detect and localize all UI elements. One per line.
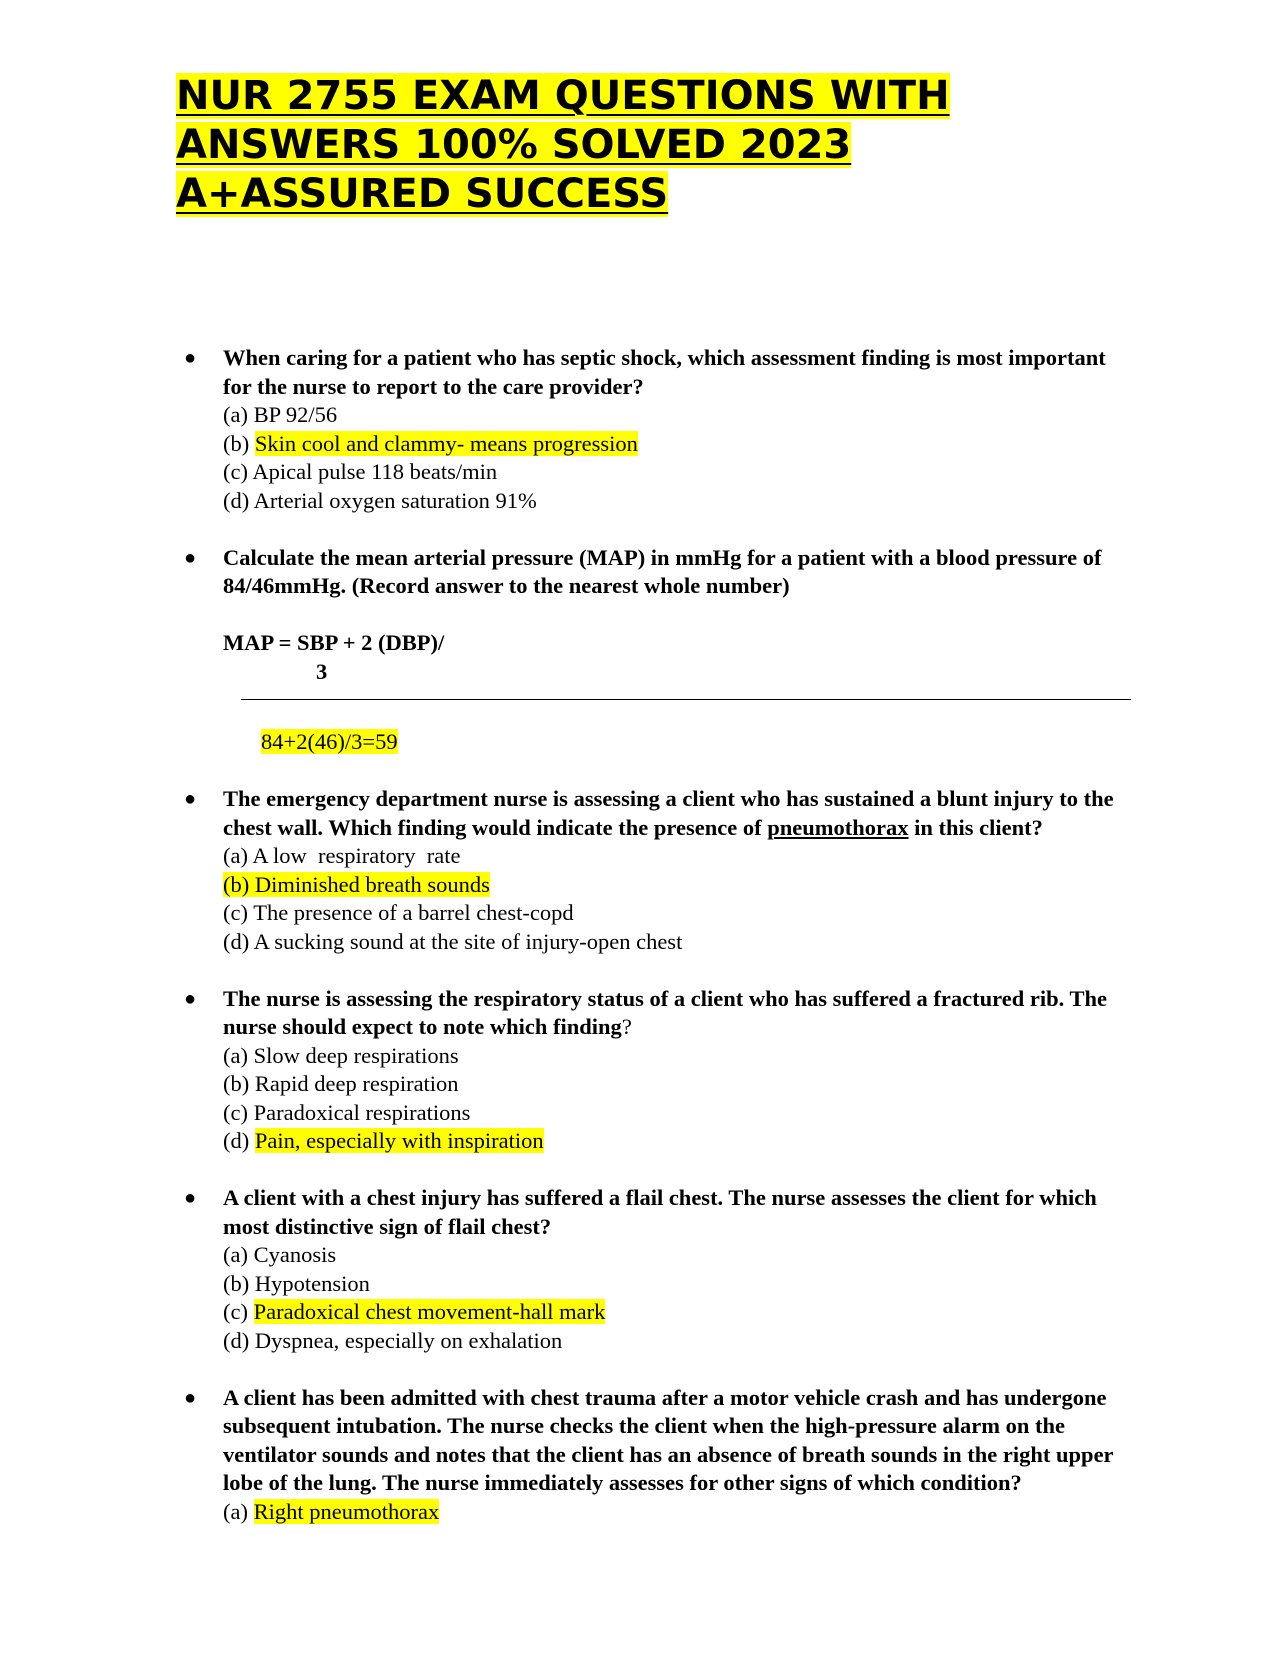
question-stem: The nurse is assessing the respiratory status of a client who has suffered a fractured rib. The nurse should expect to note which finding? xyxy=(223,985,1107,1039)
answer-option: (a) A low respiratory rate xyxy=(223,843,461,868)
bullet-icon: ● xyxy=(184,546,197,569)
answer-option: (a) Cyanosis xyxy=(223,1242,337,1267)
answer-option: (c) Paradoxical respirations xyxy=(223,1099,471,1125)
question-stem: A client has been admitted with chest trauma after a motor vehicle crash and has undergone subsequent intubation. The nurse checks the client when the high-pressure alarm on the ventilator sounds and notes that the client has an absence of breath sounds in the right upper lobe of the lung. The nurse immediately assesses for other signs of which condition? xyxy=(223,1384,1114,1495)
answer-options xyxy=(223,842,1136,956)
bullet-icon: ● xyxy=(184,1386,197,1409)
answer-option: (b) Rapid deep respiration xyxy=(223,1071,459,1096)
answer-option-correct: (d) Pain, especially with inspiration xyxy=(223,1128,544,1153)
answer-highlight: Pain, especially with inspiration xyxy=(254,1128,544,1153)
underlined-term: pneumothorax xyxy=(767,814,909,840)
question-item xyxy=(176,344,1136,515)
answer-highlight: (b) Diminished breath sounds xyxy=(223,871,490,897)
bullet-icon: ● xyxy=(184,788,197,810)
question-stem: When caring for a patient who has septic shock, which assessment finding is most important for the nurse to report to the care provider? xyxy=(223,345,1106,399)
answer-option-correct: (b) Skin cool and clammy- means progression xyxy=(223,430,638,456)
answer-option-correct: (c) Paradoxical chest movement-hall mark xyxy=(223,1299,606,1324)
answer-option-correct xyxy=(223,871,1136,900)
calculation-answer xyxy=(223,728,1136,757)
question-item xyxy=(176,1184,1136,1355)
question-stem: The emergency department nurse is assessing a client who has sustained a blunt injury to the chest wall. Which finding would indicate the presence of pneumothorax in this client? xyxy=(223,786,1114,840)
map-formula xyxy=(223,629,1136,686)
fraction-rule xyxy=(241,699,1131,700)
question-item xyxy=(176,985,1136,1156)
title-line: NUR 2755 EXAM QUESTIONS WITH xyxy=(176,73,950,119)
answer-option: (c) Apical pulse 118 beats/min xyxy=(223,459,498,484)
answer-options xyxy=(223,1241,1136,1355)
answer-option: (b) Hypotension xyxy=(223,1270,370,1296)
bullet-icon: ● xyxy=(184,1187,197,1209)
formula-denominator: 3 xyxy=(316,658,328,684)
document-title xyxy=(176,72,1076,219)
answer-options xyxy=(223,1042,1136,1156)
question-item xyxy=(176,785,1136,956)
title-line: ANSWERS 100% SOLVED 2023 xyxy=(176,122,852,168)
answer-highlight: Skin cool and clammy- means progression xyxy=(254,430,638,456)
question-stem: A client with a chest injury has suffered a flail chest. The nurse assesses the client for which most distinctive sign of flail chest? xyxy=(223,1185,1097,1239)
bullet-icon: ● xyxy=(184,347,197,369)
answer-option: (d) Dyspnea, especially on exhalation xyxy=(223,1327,563,1353)
question-list xyxy=(176,344,1136,1526)
title-line: A+ASSURED SUCCESS xyxy=(176,171,669,217)
answer-highlight: Right pneumothorax xyxy=(253,1498,440,1524)
answer-option: (d) A sucking sound at the site of injury-open chest xyxy=(223,928,683,954)
answer-option-correct: (a) Right pneumothorax xyxy=(223,1498,440,1524)
answer-option: (a) BP 92/56 xyxy=(223,402,338,427)
answer-highlight: Paradoxical chest movement-hall mark xyxy=(253,1299,606,1324)
answer-option: (d) Arterial oxygen saturation 91% xyxy=(223,487,537,513)
question-item xyxy=(176,1384,1136,1527)
answer-options xyxy=(223,401,1136,515)
question-item xyxy=(176,544,1136,757)
question-stem: Calculate the mean arterial pressure (MAP) in mmHg for a patient with a blood pressure of 84/46mmHg. (Record answer to the nearest whole number) xyxy=(223,544,1102,598)
answer-option: (a) Slow deep respirations xyxy=(223,1042,459,1068)
answer-option: (c) The presence of a barrel chest-copd xyxy=(223,900,574,925)
answer-options xyxy=(223,1498,1136,1527)
formula-numerator: MAP = SBP + 2 (DBP)/ xyxy=(223,630,445,655)
answer-highlight: 84+2(46)/3=59 xyxy=(261,729,398,754)
bullet-icon: ● xyxy=(184,987,197,1010)
